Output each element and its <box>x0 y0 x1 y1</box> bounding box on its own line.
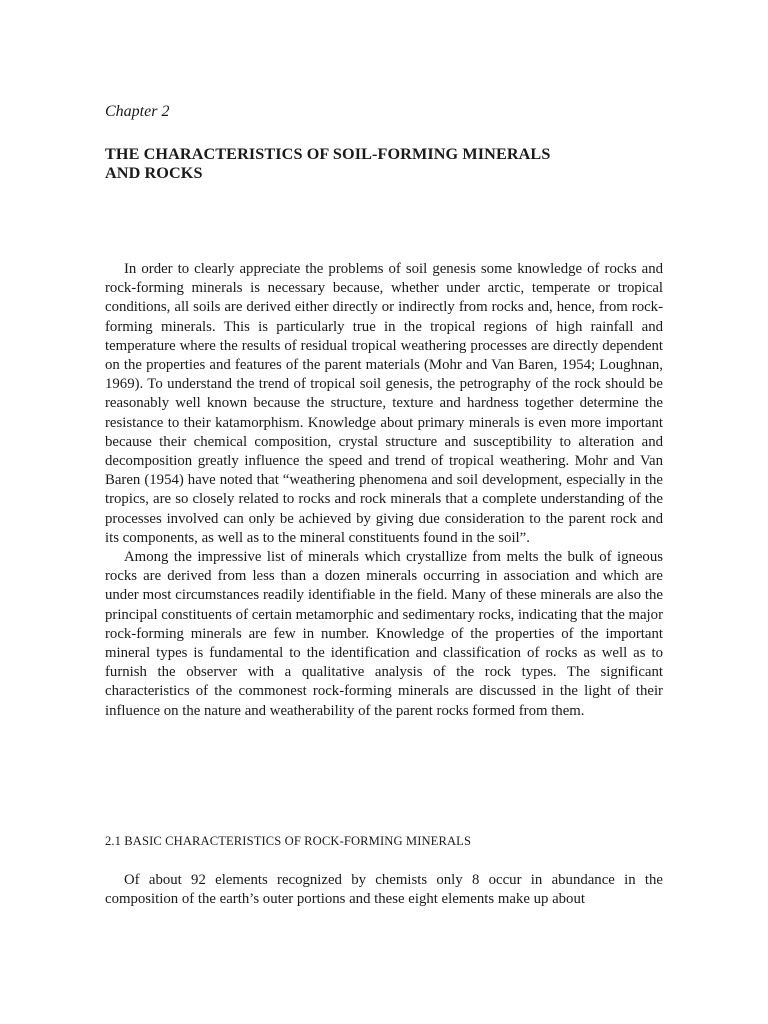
chapter-title-line-1: THE CHARACTERISTICS OF SOIL-FORMING MINERALS <box>105 145 551 163</box>
section-heading: 2.1 BASIC CHARACTERISTICS OF ROCK-FORMING MINERALS <box>105 834 472 848</box>
paragraph-1: In order to clearly appreciate the problems of soil genesis some knowledge of rocks and rock-forming minerals is necessary because, whether under arctic, temperate or tropical conditions, all soils are derived either directly or indirectly from rocks and, hence, from rock-forming minerals. This is particularly true in the tropical regions of high rainfall and temperature where the results of residual tropical weathering processes are directly dependent on the properties and features of the parent materials (Mohr and Van Baren, 1954; Loughnan, 1969). To understand the trend of tropical soil genesis, the petrography of the rock should be reasonably well known because the structure, texture and hardness together determine the resistance to their katamorphism. Knowledge about primary minerals is even more important because their chemical composition, crystal structure and susceptibility to alteration and decomposition greatly influence the speed and trend of tropical weathering. Mohr and Van Baren (1954) have noted that “weathering phenomena and soil development, especially in the tropics, are so closely related to rocks and rock minerals that a complete understanding of the processes involved can only be achieved by giving due consideration to the parent rock and its components, as well as to the mineral constituents found in the soil”. <box>105 261 663 546</box>
paragraph-2: Among the impressive list of minerals which crystallize from melts the bulk of igneous rocks are derived from less than a dozen minerals occurring in association and which are under most circumstances readily identifiable in the field. Many of these minerals are also the principal constituents of certain metamorphic and sedimentary rocks, indicating that the major rock-forming minerals are few in number. Knowledge of the properties of the important mineral types is fundamental to the identification and classification of rocks as well as to furnish the observer with a qualitative analysis of the rock types. The significant characteristics of the commonest rock-forming minerals are discussed in the light of their influence on the nature and weatherability of the parent rocks formed from them. <box>105 549 663 719</box>
section-paragraph: Of about 92 elements recognized by chemists only 8 occur in abundance in the composition of the earth’s outer portions and these eight elements make up about <box>105 872 663 908</box>
chapter-label: Chapter 2 <box>105 103 170 120</box>
chapter-title-line-2: AND ROCKS <box>105 164 203 182</box>
chapter-title <box>105 145 550 183</box>
section-body <box>105 871 663 909</box>
intro-body <box>105 260 663 721</box>
